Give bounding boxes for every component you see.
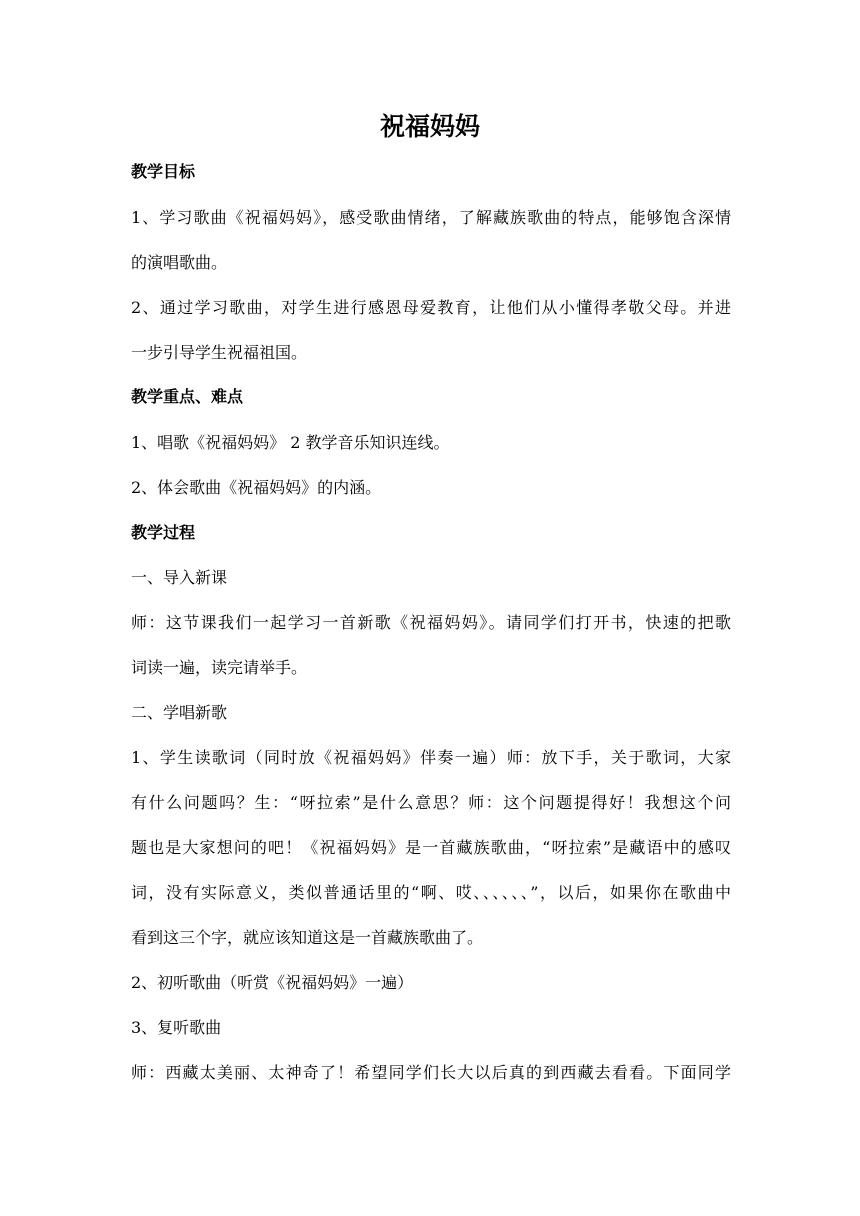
subsection-heading: 一、导入新课 — [131, 568, 228, 587]
paragraph-line: 2、体会歌曲《祝福妈妈》的内涵。 — [131, 478, 382, 497]
paragraph-line: 看到这三个字，就应该知道这是一首藏族歌曲了。 — [131, 928, 484, 947]
paragraph-line: 题也是大家想问的吧！《祝福妈妈》是一首藏族歌曲，“呀拉索”是藏语中的感叹 — [131, 838, 731, 857]
paragraph-line: 3、复听歌曲 — [131, 1018, 222, 1037]
paragraph-line: 1、唱歌《祝福妈妈》 2 教学音乐知识连线。 — [131, 433, 450, 452]
paragraph-line: 一步引导学生祝福祖国。 — [131, 343, 308, 362]
paragraph-line: 词读一遍，读完请举手。 — [131, 658, 308, 677]
section-heading-key-points: 教学重点、难点 — [131, 387, 244, 406]
paragraph-line: 2、通过学习歌曲，对学生进行感恩母爱教育，让他们从小懂得孝敬父母。并进 — [131, 298, 731, 317]
paragraph-line: 师：这节课我们一起学习一首新歌《祝福妈妈》。请同学们打开书，快速的把歌 — [131, 613, 731, 632]
paragraph-line: 2、初听歌曲（听赏《祝福妈妈》一遍） — [131, 973, 414, 992]
paragraph-line: 的演唱歌曲。 — [131, 253, 228, 272]
subsection-heading: 二、学唱新歌 — [131, 703, 228, 722]
section-heading-objectives: 教学目标 — [131, 162, 196, 181]
paragraph-line: 1、学生读歌词（同时放《祝福妈妈》伴奏一遍）师：放下手，关于歌词，大家 — [131, 748, 731, 767]
section-heading-process: 教学过程 — [131, 523, 196, 542]
document-title: 祝福妈妈 — [379, 112, 480, 141]
paragraph-line: 师：西藏太美丽、太神奇了！希望同学们长大以后真的到西藏去看看。下面同学 — [131, 1063, 731, 1082]
paragraph-line: 词，没有实际意义，类似普通话里的“啊、哎、、、、、、”，以后，如果你在歌曲中 — [131, 883, 731, 902]
paragraph-line: 1、学习歌曲《祝福妈妈》，感受歌曲情绪，了解藏族歌曲的特点，能够饱含深情 — [131, 208, 731, 227]
paragraph-line: 有什么问题吗？生：“呀拉索”是什么意思？师：这个问题提得好！我想这个问 — [131, 793, 731, 812]
